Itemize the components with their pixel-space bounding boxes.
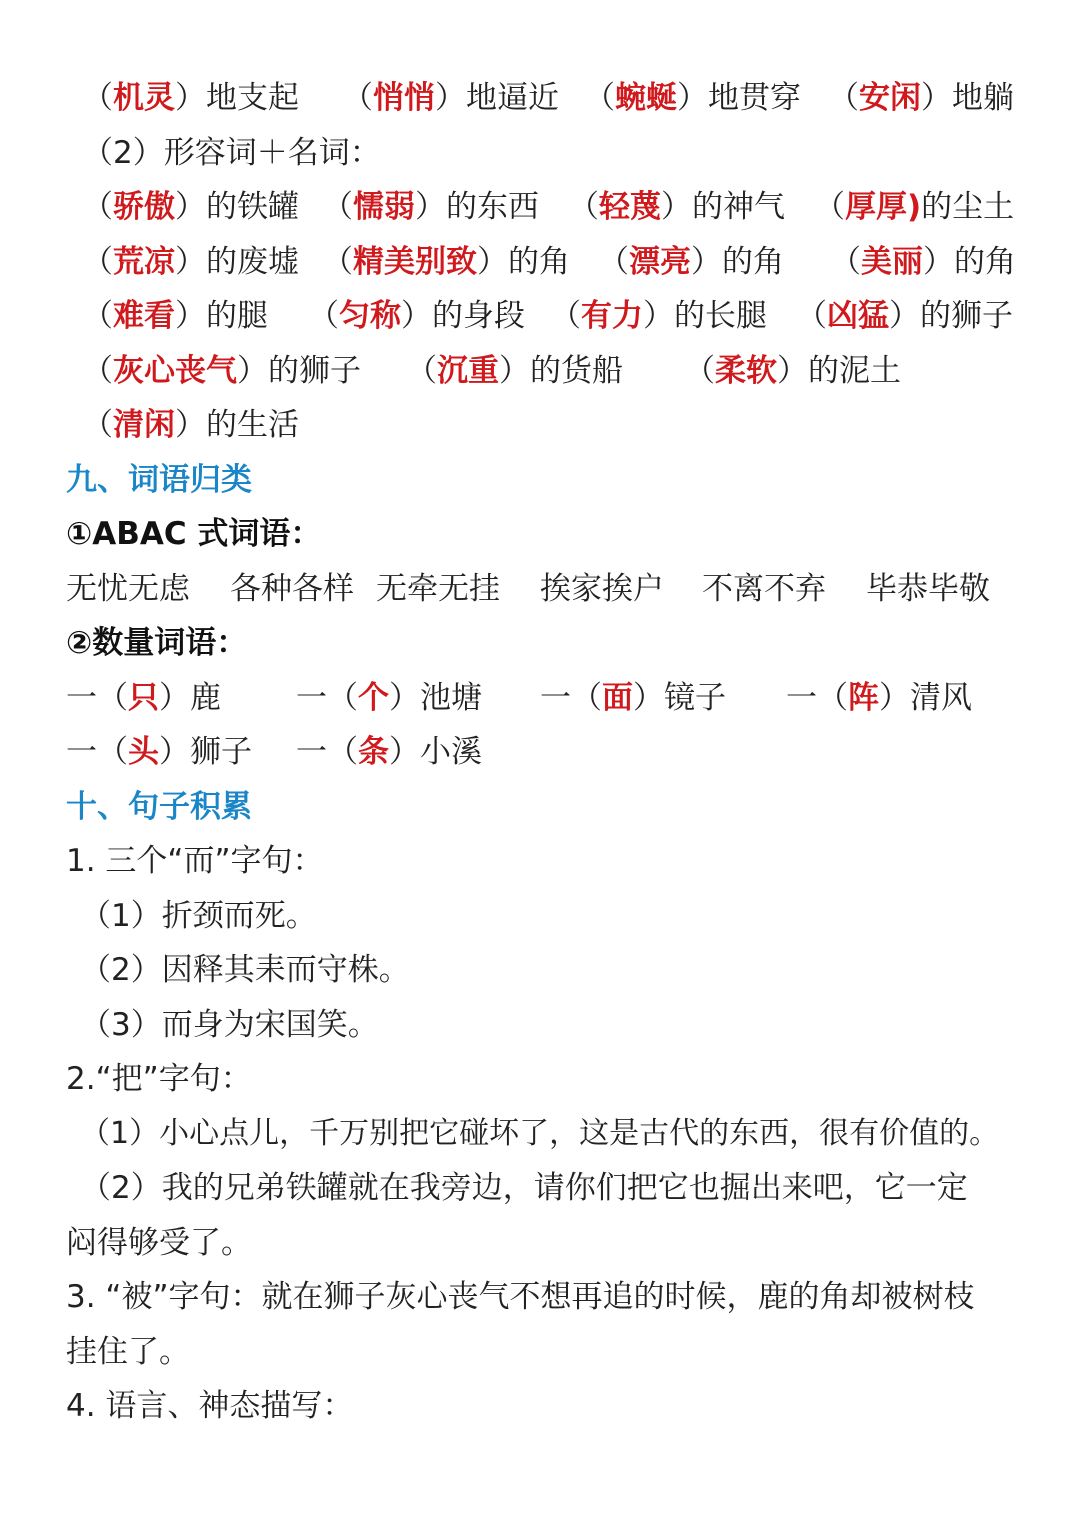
answer: 只 <box>128 680 159 716</box>
phrase-text: 的废墟 <box>206 244 299 280</box>
bracket: （ <box>322 244 353 280</box>
prefix: 一（ <box>66 680 128 716</box>
subheading: ②数量词语： <box>66 625 248 661</box>
answer: 厚厚 <box>845 189 907 225</box>
word: 各种各样 <box>230 571 354 607</box>
prefix: 一（ <box>296 734 358 770</box>
sentence-text: （2）因释其耒而守株。 <box>80 952 410 988</box>
answer: 头 <box>128 734 159 770</box>
prefix: 一（ <box>296 680 358 716</box>
bracket: ） <box>415 189 446 225</box>
subheading: （2）形容词＋名词： <box>82 135 381 171</box>
answer: 漂亮 <box>629 244 691 280</box>
bracket: ） <box>159 734 190 770</box>
answer: 面 <box>602 680 633 716</box>
bracket: ） <box>691 244 722 280</box>
subheading: 4. 语言、神态描写： <box>66 1388 354 1424</box>
answer: 灰心丧气 <box>113 353 237 389</box>
bracket: ） <box>175 298 206 334</box>
answer: 安闲 <box>859 80 921 116</box>
answer: 凶猛 <box>827 298 889 334</box>
bracket: （ <box>342 80 373 116</box>
bracket: （ <box>82 244 113 280</box>
prefix: 一（ <box>540 680 602 716</box>
phrase <box>82 349 361 393</box>
bracket: （ <box>406 353 437 389</box>
answer: 骄傲 <box>113 189 175 225</box>
phrase-text: 的泥土 <box>808 353 901 389</box>
phrase-text: 的狮子 <box>920 298 1013 334</box>
quantity-phrase <box>540 676 726 720</box>
bracket: （ <box>814 189 845 225</box>
phrase <box>684 349 901 393</box>
bracket: ） <box>889 298 920 334</box>
bracket: ) <box>907 189 922 225</box>
subheading: ①ABAC 式词语： <box>66 516 322 552</box>
phrase-text: 的生活 <box>206 407 299 443</box>
phrase <box>322 240 570 284</box>
answer: 有力 <box>581 298 643 334</box>
quantity-phrase <box>66 730 252 774</box>
quantity-phrase <box>296 676 482 720</box>
sentence-text: 3. “被”字句：就在狮子灰心丧气不想再追的时候，鹿的角却被树枝 <box>66 1279 975 1315</box>
bracket: ） <box>175 407 206 443</box>
phrase-text: 的长腿 <box>674 298 767 334</box>
answer: 荒凉 <box>113 244 175 280</box>
phrase <box>584 76 801 120</box>
phrase-text: 的身段 <box>432 298 525 334</box>
phrase <box>82 76 299 120</box>
answer: 沉重 <box>437 353 499 389</box>
phrase <box>82 185 299 229</box>
phrase <box>308 294 525 338</box>
quantity-phrase <box>296 730 482 774</box>
phrase-text: 的角 <box>722 244 784 280</box>
phrase <box>796 294 1013 338</box>
phrase-text: 的角 <box>508 244 570 280</box>
sentence-text: 挂住了。 <box>66 1334 190 1370</box>
word: 无忧无虑 <box>66 571 190 607</box>
bracket: ） <box>389 680 420 716</box>
bracket: （ <box>568 189 599 225</box>
bracket: （ <box>82 189 113 225</box>
sentence-text: （3）而身为宋国笑。 <box>80 1007 379 1043</box>
noun: 狮子 <box>190 734 252 770</box>
bracket: （ <box>322 189 353 225</box>
phrase <box>342 76 559 120</box>
word: 挨家挨户 <box>540 571 664 607</box>
bracket: ） <box>677 80 708 116</box>
phrase-text: 的东西 <box>446 189 539 225</box>
answer: 懦弱 <box>353 189 415 225</box>
subheading: 1. 三个“而”字句： <box>66 843 324 879</box>
sentence-text: （2）我的兄弟铁罐就在我旁边，请你们把它也掘出来吧，它一定 <box>80 1170 968 1206</box>
bracket: （ <box>830 244 861 280</box>
answer: 匀称 <box>339 298 401 334</box>
bracket: ） <box>477 244 508 280</box>
answer: 难看 <box>113 298 175 334</box>
phrase-text: 地支起 <box>206 80 299 116</box>
bracket: ） <box>175 80 206 116</box>
answer: 阵 <box>848 680 879 716</box>
bracket: ） <box>879 680 910 716</box>
phrase-text: 的狮子 <box>268 353 361 389</box>
word: 无牵无挂 <box>376 571 500 607</box>
sentence-text: 闷得够受了。 <box>66 1225 252 1261</box>
noun: 小溪 <box>420 734 482 770</box>
answer: 蜿蜒 <box>615 80 677 116</box>
bracket: ） <box>661 189 692 225</box>
phrase <box>322 185 539 229</box>
quantity-phrase <box>66 676 221 720</box>
sentence-text: （1）小心点儿，千万别把它碰坏了，这是古代的东西，很有价值的。 <box>80 1116 1000 1151</box>
answer: 个 <box>358 680 389 716</box>
answer: 轻蔑 <box>599 189 661 225</box>
phrase <box>82 294 268 338</box>
bracket: ） <box>175 189 206 225</box>
phrase <box>82 403 299 447</box>
bracket: ） <box>923 244 954 280</box>
phrase <box>828 76 1014 120</box>
answer: 条 <box>358 734 389 770</box>
answer: 机灵 <box>113 80 175 116</box>
phrase-text: 的角 <box>954 244 1016 280</box>
phrase-text: 地贯穿 <box>708 80 801 116</box>
bracket: ） <box>499 353 530 389</box>
bracket: ） <box>175 244 206 280</box>
bracket: （ <box>82 407 113 443</box>
bracket: ） <box>643 298 674 334</box>
bracket: ） <box>389 734 420 770</box>
bracket: （ <box>584 80 615 116</box>
word: 不离不弃 <box>702 571 826 607</box>
phrase-text: 的腿 <box>206 298 268 334</box>
phrase <box>406 349 623 393</box>
noun: 镜子 <box>664 680 726 716</box>
noun: 池塘 <box>420 680 482 716</box>
bracket: （ <box>82 353 113 389</box>
section-title: 十、句子积累 <box>66 789 252 825</box>
phrase-text: 的神气 <box>692 189 785 225</box>
phrase <box>568 185 785 229</box>
phrase-text: 地躺 <box>952 80 1014 116</box>
bracket: ） <box>777 353 808 389</box>
bracket: （ <box>82 80 113 116</box>
noun: 鹿 <box>190 680 221 716</box>
bracket: ） <box>159 680 190 716</box>
bracket: ） <box>633 680 664 716</box>
phrase <box>82 240 299 284</box>
section-title: 九、词语归类 <box>66 462 252 498</box>
bracket: （ <box>308 298 339 334</box>
prefix: 一（ <box>66 734 128 770</box>
phrase-text: 的货船 <box>530 353 623 389</box>
bracket: （ <box>684 353 715 389</box>
phrase <box>550 294 767 338</box>
phrase-text: 地逼近 <box>466 80 559 116</box>
phrase <box>598 240 784 284</box>
phrase <box>814 185 1014 229</box>
phrase <box>830 240 1016 284</box>
quantity-phrase <box>786 676 972 720</box>
bracket: （ <box>828 80 859 116</box>
bracket: （ <box>550 298 581 334</box>
bracket: （ <box>82 298 113 334</box>
subheading: 2.“把”字句： <box>66 1061 252 1097</box>
answer: 精美别致 <box>353 244 477 280</box>
prefix: 一（ <box>786 680 848 716</box>
bracket: （ <box>796 298 827 334</box>
bracket: （ <box>598 244 629 280</box>
sentence-text: （1）折颈而死。 <box>80 898 317 934</box>
phrase-text: 的铁罐 <box>206 189 299 225</box>
noun: 清风 <box>910 680 972 716</box>
bracket: ） <box>435 80 466 116</box>
answer: 悄悄 <box>373 80 435 116</box>
answer: 美丽 <box>861 244 923 280</box>
bracket: ） <box>921 80 952 116</box>
word: 毕恭毕敬 <box>866 571 990 607</box>
answer: 清闲 <box>113 407 175 443</box>
bracket: ） <box>401 298 432 334</box>
answer: 柔软 <box>715 353 777 389</box>
bracket: ） <box>237 353 268 389</box>
phrase-text: 的尘土 <box>921 189 1015 225</box>
